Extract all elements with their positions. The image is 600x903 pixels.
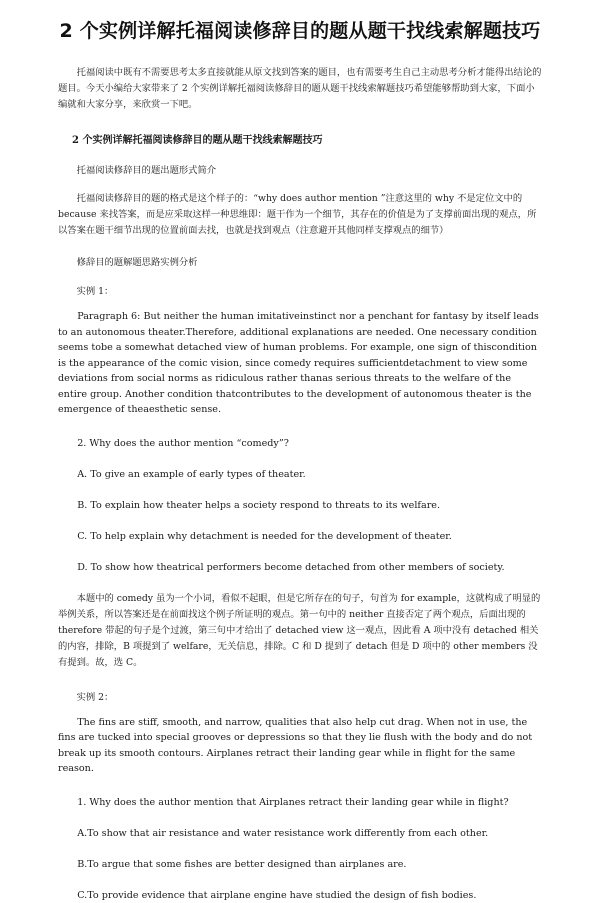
subtitle: 2 个实例详解托福阅读修辞目的题从题干找线索解题技巧 [72, 135, 323, 146]
section2-heading: 修辞目的题解题思路实例分析 [76, 257, 198, 268]
example2-label: 实例 2： [76, 691, 114, 703]
example1-label: 实例 1： [76, 286, 114, 297]
example2-option-b: B.To argue that some fishes are better designed than airplanes are. [77, 858, 407, 870]
example2-option-c: C.To provide evidence that airplane engine have studied the design of fish bodies. [77, 889, 477, 901]
intro-paragraph: 托福阅读中既有不需要思考太多直接就能从原文找到答案的题目，也有需要考生自己主动思考分析才能得出结论的题目。今天小编给大家带来了 2 个实例详解托福阅读修辞目的题从题干找线索解题技巧希望能够帮助到大家，下面小编就和大家分享，来欣赏一下吧。 [58, 67, 542, 110]
example1-option-a: A. To give an example of early types of theater. [77, 468, 306, 480]
page-title: 2 个实例详解托福阅读修辞目的题从题干找线索解题技巧 [59, 20, 541, 42]
example2-question: 1. Why does the author mention that Airplanes retract their landing gear while in flight? [77, 796, 509, 808]
example2-option-a: A.To show that air resistance and water resistance work differently from each other. [77, 827, 489, 839]
example1-question: 2. Why does the author mention “comedy”? [77, 437, 289, 449]
example2-passage: The fins are stiff, smooth, and narrow, qualities that also help cut drag. When not in use, the fins are tucked into special grooves or depressions so that they lie flush with the body and do not break up its smooth contours. Airplanes retract their landing gear while in flight for the same reason. [58, 716, 533, 774]
example1-passage: Paragraph 6: But neither the human imitativeinstinct nor a penchant for fantasy by itself leads to an autonomous theater.Therefore, additional explanations are needed. One necessary condition seems tobe a somewhat detached view of human problems. For example, one sign of thiscondition is the appearance of the comic vision, since comedy requires sufficientdetachment to view some deviations from social norms as ridiculous rather thanas serious threats to the welfare of the entire group. Another condition thatcontributes to the development of autonomous theater is the emergence of theaesthetic sense. [58, 311, 539, 415]
example1-option-c: C. To help explain why detachment is needed for the development of theater. [77, 530, 452, 542]
example1-option-d: D. To show how theatrical performers become detached from other members of society. [77, 561, 505, 573]
example1-option-b: B. To explain how theater helps a society respond to threats to its welfare. [77, 499, 441, 511]
section1-heading: 托福阅读修辞目的题出题形式简介 [76, 165, 217, 176]
example1-analysis: 本题中的 comedy 虽为一个小词，看似不起眼，但是它所存在的句子，句首为 for example，这就构成了明显的举例关系，所以答案还是在前面找这个例子所证明的观点。第一句中的 neither 直接否定了两个观点，后面出现的 therefore 带起的句子是个过渡，第三句中才给出了 detached view 这一观点，因此看 A 项中没有 detached 相关的内容，排除，B 项提到了 welfare，无关信息，排除。C 和 D 提到了 detach 但是 D 项中的 other members 没有提到。故，选 C。 [58, 592, 541, 668]
section1-body: 托福阅读修辞目的题的格式是这个样子的：“why does author mention ”注意这里的 why 不是定位文中的 because 来找答案，而是应采取这样一种思维即：题干作为一个细节，其存在的价值是为了支撑前面出现的观点，所以答案在题干细节出现的位置前面去找，也就是找到观点（注意避开其他同样支撑观点的细节） [58, 193, 537, 236]
